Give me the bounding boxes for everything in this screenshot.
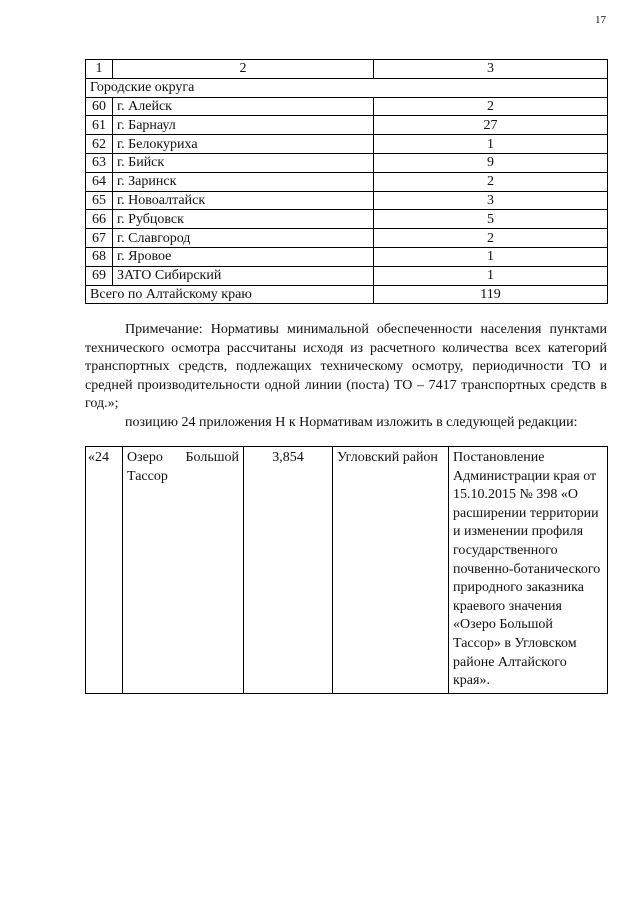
row-number: 69: [86, 266, 113, 285]
row-count: 9: [374, 153, 608, 172]
row-count: 1: [374, 247, 608, 266]
note-block: [85, 321, 607, 432]
table-row: [86, 229, 608, 248]
row-count: 1: [374, 135, 608, 154]
total-value: 119: [374, 285, 608, 304]
header-cell-1: 1: [86, 60, 113, 79]
object-area: 3,854: [244, 447, 333, 694]
row-count: 2: [374, 229, 608, 248]
row-name: г. Алейск: [113, 97, 374, 116]
table-row: [86, 172, 608, 191]
header-cell-2: 2: [113, 60, 374, 79]
amendment-paragraph: позицию 24 приложения Н к Нормативам изложить в следующей редакции:: [125, 414, 578, 430]
table-row: [86, 247, 608, 266]
header-cell-3: 3: [374, 60, 608, 79]
row-number: 64: [86, 172, 113, 191]
note-paragraph: Примечание: Нормативы минимальной обеспеченности населения пунктами технического осмотра рассчитаны исходя из расчетного количества всех категорий транспортных средств, подлежащих техническому осмотру, периодичности ТО и средней производительности одной линии (поста) ТО – 7417 транспортных средств в год.»;: [85, 322, 607, 411]
row-count: 3: [374, 191, 608, 210]
table-header-row: [86, 60, 608, 79]
table-row: [86, 116, 608, 135]
table-row: [86, 447, 608, 694]
row-count: 2: [374, 97, 608, 116]
section-title: Городские округа: [86, 78, 608, 97]
section-title-row: [86, 78, 608, 97]
row-count: 1: [374, 266, 608, 285]
row-name: г. Новоалтайск: [113, 191, 374, 210]
row-name: г. Барнаул: [113, 116, 374, 135]
row-name: г. Заринск: [113, 172, 374, 191]
districts-table: [85, 59, 608, 304]
amendment-table: [85, 446, 608, 694]
table-row: [86, 135, 608, 154]
total-row: [86, 285, 608, 304]
row-count: 27: [374, 116, 608, 135]
object-name: Озеро Большой Тассор: [123, 447, 244, 694]
row-name: г. Яровое: [113, 247, 374, 266]
table-row: [86, 210, 608, 229]
row-number: 68: [86, 247, 113, 266]
object-district: Угловский район: [333, 447, 449, 694]
legal-document: Постановление Администрации края от 15.10.2015 № 398 «О расширении территории и изменении профиля государственного почвенно-ботанического природного заказника краевого значения «Озеро Большой Тассор» в Угловском районе Алтайского края».: [449, 447, 608, 694]
table-row: [86, 153, 608, 172]
row-number: 67: [86, 229, 113, 248]
position-number: «24: [86, 447, 123, 694]
row-number: 61: [86, 116, 113, 135]
row-count: 2: [374, 172, 608, 191]
table-row: [86, 191, 608, 210]
row-name: г. Рубцовск: [113, 210, 374, 229]
row-number: 60: [86, 97, 113, 116]
total-label: Всего по Алтайскому краю: [86, 285, 374, 304]
row-number: 63: [86, 153, 113, 172]
row-number: 62: [86, 135, 113, 154]
row-count: 5: [374, 210, 608, 229]
table-row: [86, 266, 608, 285]
row-name: ЗАТО Сибирский: [113, 266, 374, 285]
row-name: г. Славгород: [113, 229, 374, 248]
row-name: г. Белокуриха: [113, 135, 374, 154]
table-row: [86, 97, 608, 116]
page-number: 17: [595, 14, 606, 26]
row-name: г. Бийск: [113, 153, 374, 172]
row-number: 66: [86, 210, 113, 229]
row-number: 65: [86, 191, 113, 210]
